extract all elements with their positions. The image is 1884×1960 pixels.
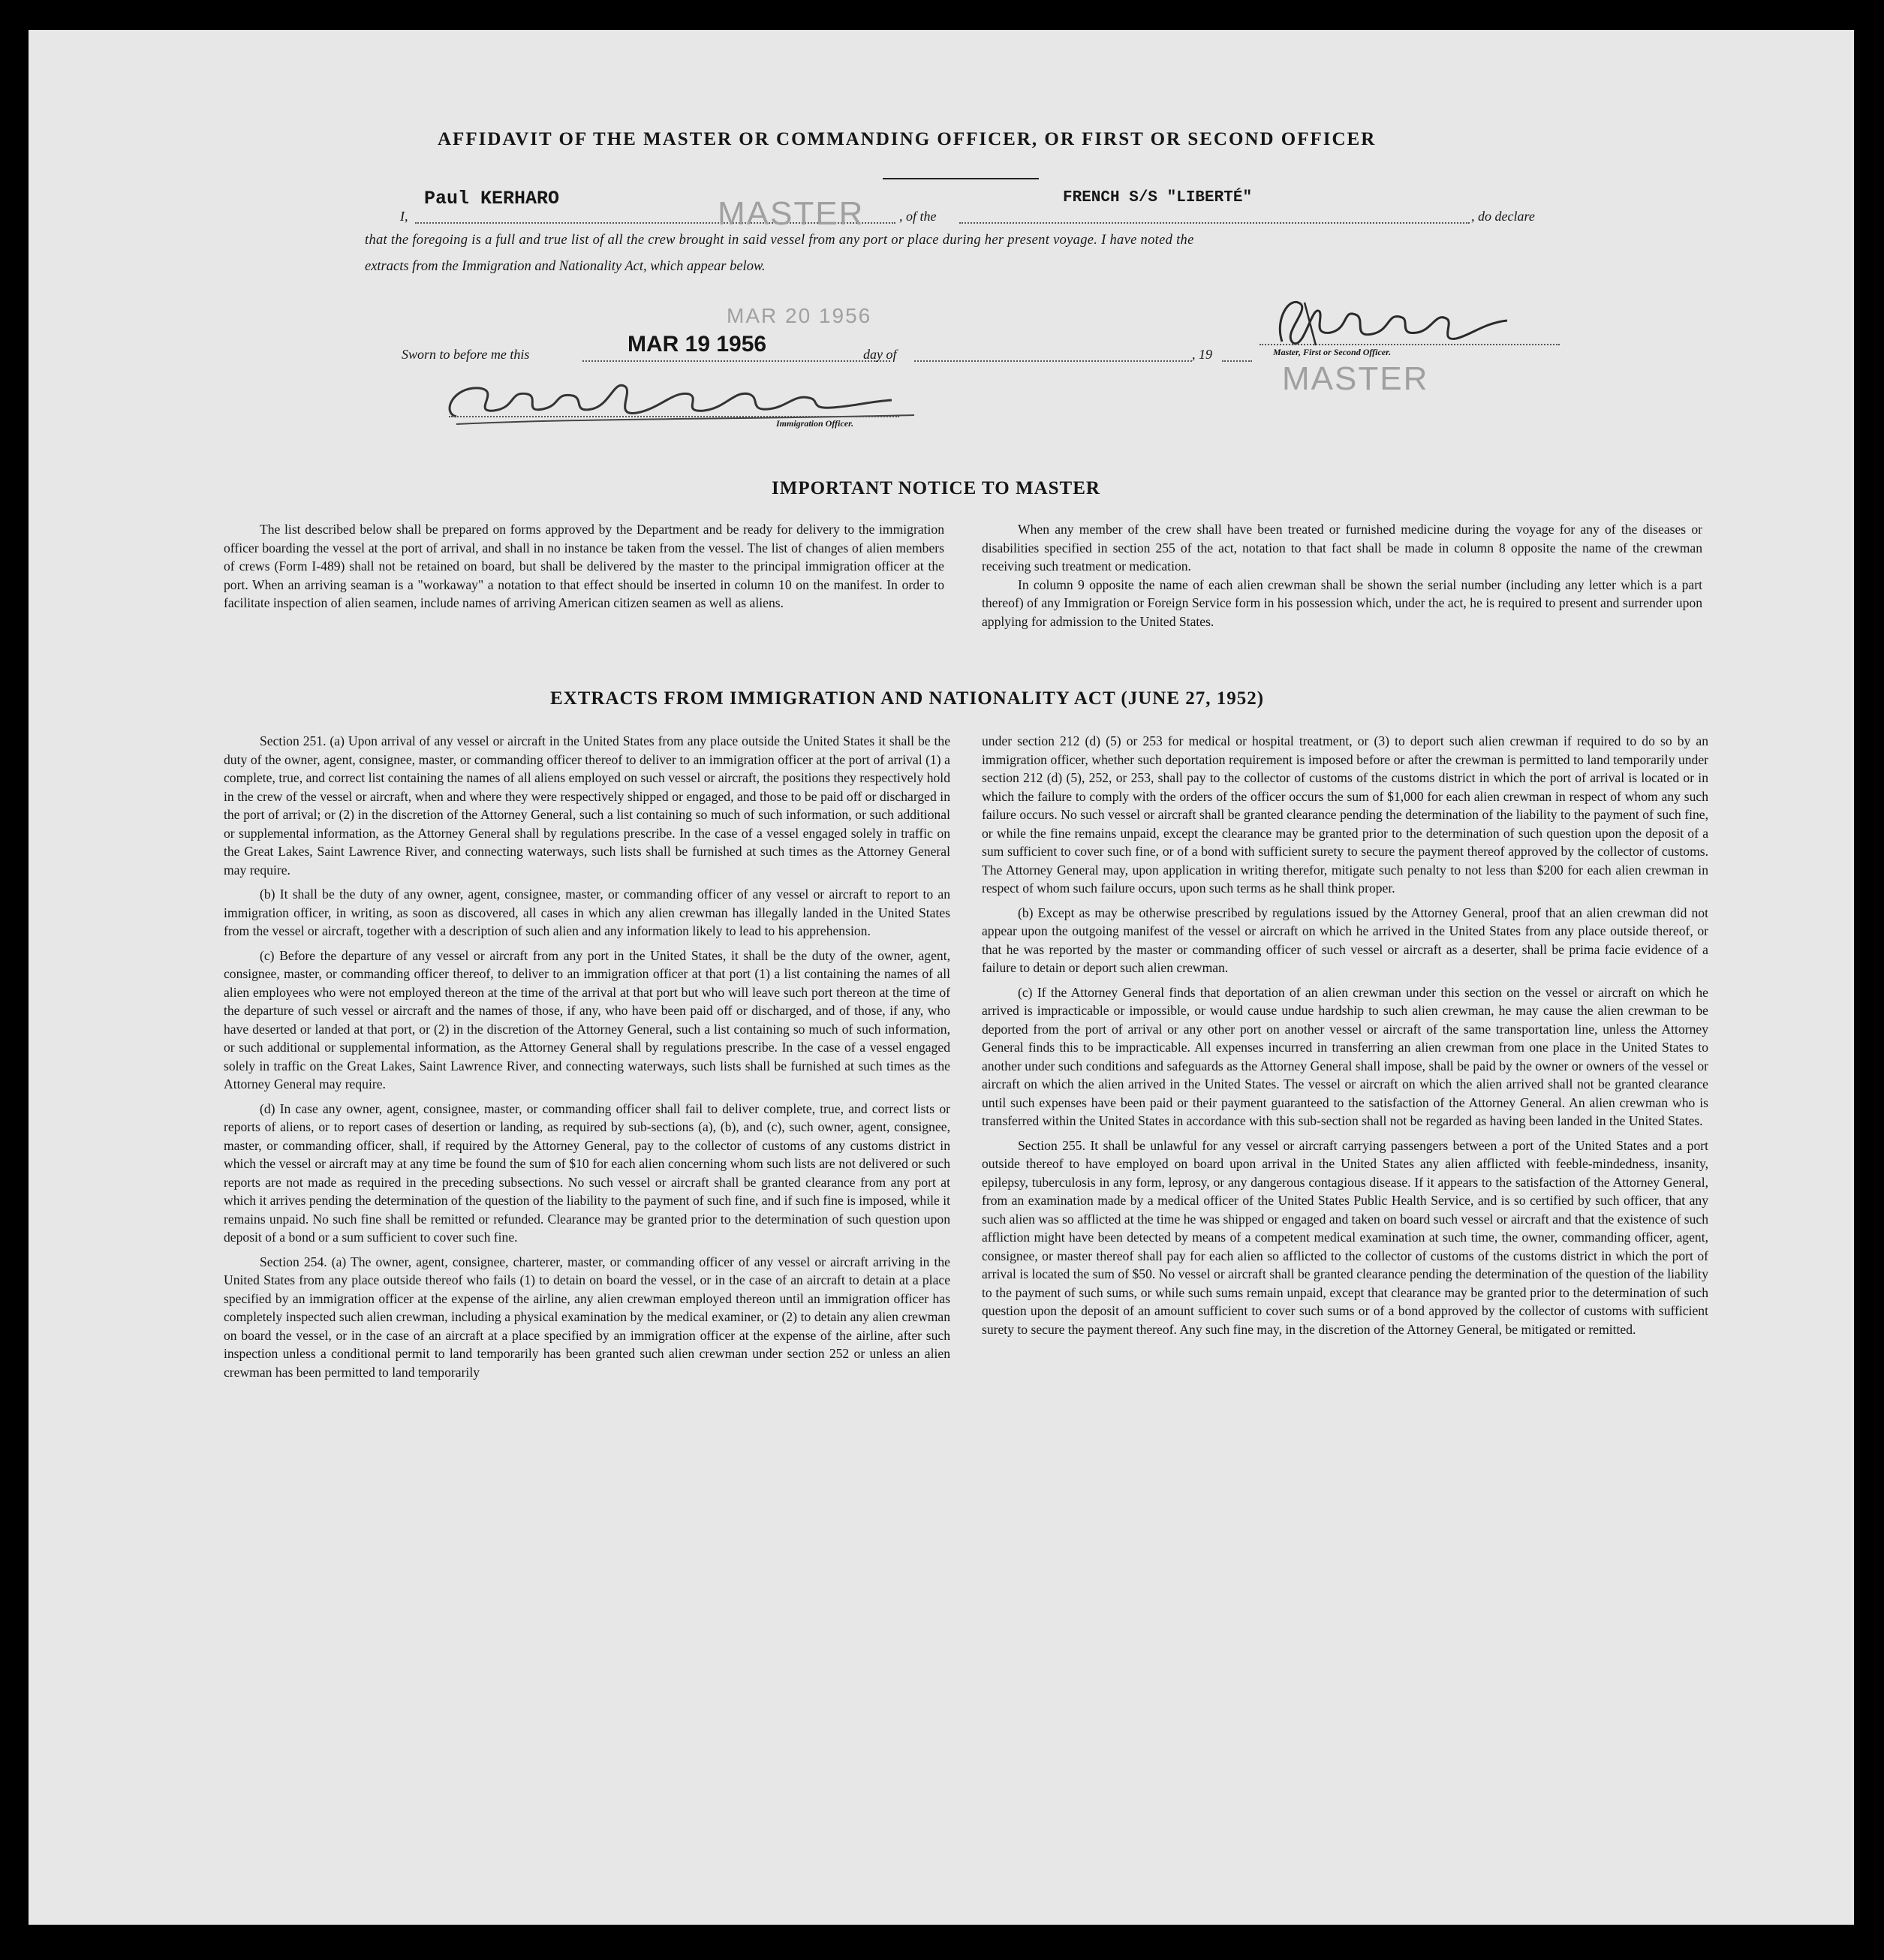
received-date-stamp: MAR 20 1956	[727, 304, 872, 327]
vessel-name: FRENCH S/S "LIBERTÉ"	[1063, 189, 1253, 206]
master-stamp: MASTER	[1282, 360, 1429, 397]
extracts-left-column	[224, 732, 950, 1387]
section-254-a-continued: under section 212 (d) (5) or 253 for medical or hospital treatment, or (3) to deport such alien crewman if required to do so by an immigration officer, whether such deportation requirement is imposed before or after the crewman is permitted to land temporarily under section 212 (d) (5), 252, or 253, shall pay to the collector of customs of the customs district in which the port of arrival is located or in which the failure to comply with the orders of the officer occurs the sum of $1,000 for each alien crewman in respect of whom any such failure occurs. No such vessel or aircraft shall be granted clearance pending the determination of the liability to the payment of such fine, or while the fine remains unpaid, except the clearance may be granted prior to the determination of such question upon the deposit of a sum sufficient to cover such fine, or of a bond with sufficient surety to secure the payment thereof approved by the collector of customs. The Attorney General may, upon application in writing therefor, mitigate such penalty to not less than $200 for each alien crewman in respect of whom such failure occurs, upon such terms as he shall think proper.	[982, 733, 1708, 896]
notice-left-column	[224, 520, 944, 619]
extracts-heading: EXTRACTS FROM IMMIGRATION AND NATIONALITY ACT (JUNE 27, 1952)	[550, 688, 1265, 709]
month-line	[914, 360, 1192, 362]
section-251-b: (b) It shall be the duty of any owner, agent, consignee, master, or commanding officer of any vessel or aircraft to report to an immigration officer, in writing, as soon as discovered, all cases in which any alien crewman has illegally landed in the United States from the vessel or aircraft, together with a description of such alien and any information likely to lead to his apprehension.	[224, 887, 950, 938]
sworn-date: MAR 19 1956	[627, 332, 767, 357]
notice-left-paragraph: The list described below shall be prepared on forms approved by the Department and be ready for delivery to the immigration officer boarding the vessel at the port of arrival, and shall in no instance be taken from the vessel. The list of changes of alien members of crews (Form I-489) shall not be retained on board, but shall be delivered by the master to the principal immigration officer at the port. When an arriving seaman is a "workaway" a notation to that effect should be inserted in column 10 on the manifest. In order to facilitate inspection of alien seamen, include names of arriving American citizen seamen as well as aliens.	[224, 522, 944, 610]
officer-signature-line	[449, 416, 899, 417]
prefix-i: I,	[400, 209, 408, 224]
section-251-c: (c) Before the departure of any vessel or aircraft from any port in the United States, it shall be the duty of the owner, agent, consignee, master, or commanding officer thereof, to deliver to an immigration officer at that port (1) a list containing the names of all alien employees who were not employed thereon at the time of the arrival at that port but who will leave such port thereon at the time of the departure of such vessel or aircraft and the names of those, if any, who have been paid off or discharged, and of those, if any, who have deserted or landed at that port, or (2) in the discretion of the Attorney General, such a list containing so much of such information, or such additional or supplemental information, as the Attorney General shall by regulations prescribe. In the case of a vessel engaged solely in traffic on the Great Lakes, Saint Lawrence River, and connecting waterways, such lists shall be furnished at such times as the Attorney General may require.	[224, 947, 950, 1091]
section-255: Section 255. It shall be unlawful for any vessel or aircraft carrying passengers between a port of the United States and a port outside thereof to have employed on board upon arrival in the United States any alien afflicted with feeble-mindedness, insanity, epilepsy, tuberculosis in any form, leprosy, or any dangerous contagious disease. If it appears to the satisfaction of the Attorney General, from an examination made by a medical officer of the United States Public Health Service, and is so certified by such officer, that any such alien was so afflicted at the time he was shipped or engaged and taken on board such vessel or aircraft and that the existence of such affliction might have been detected by means of a competent medical examination at such time, the owner, commanding officer, agent, consignee, or master thereof shall pay for each alien so afflicted to the collector of customs of the customs district in which the port of arrival is located the sum of $50. No vessel or aircraft shall be granted clearance pending the determination of the question of the liability to the payment of such sums, or while such sums remain unpaid, except that clearance may be granted prior to the determination of such question upon the deposit of an amount sufficient to cover such sums or of a bond approved by the collector of customs with sufficient surety to secure the payment thereof. Any such fine may, in the discretion of the Attorney General, be mitigated or remitted.	[982, 1137, 1708, 1337]
section-251-a: Section 251. (a) Upon arrival of any vessel or aircraft in the United States from any place outside the United States it shall be the duty of the owner, agent, consignee, master, or commanding officer thereof to deliver to an immigration officer at the port of arrival (1) a complete, true, and correct list containing the names of all aliens employed on such vessel or aircraft, the positions they respectively hold in the crew of the vessel or aircraft, when and where they were respectively shipped or engaged, and those to be paid off or discharged in the port of arrival; or (2) in the discretion of the Attorney General, such a list containing so much of such information, or such additional or supplemental information, as the Attorney General shall by regulations prescribe. In the case of a vessel engaged solely in traffic on the Great Lakes, Saint Lawrence River, and connecting waterways, such lists shall be furnished at such times as the Attorney General may require.	[224, 733, 950, 878]
officer-caption: Immigration Officer.	[776, 418, 854, 429]
vessel-line	[959, 222, 1470, 224]
extracts-right-column	[982, 732, 1708, 1344]
notice-right-paragraph-1: When any member of the crew shall have been treated or furnished medicine during the voyage for any of the diseases or disabilities specified in section 255 of the act, notation to that fact shall be made in column 8 opposite the name of the crewman receiving such treatment or medication.	[982, 522, 1702, 574]
master-caption: Master, First or Second Officer.	[1273, 347, 1392, 357]
sworn-date-line	[582, 360, 890, 362]
notice-right-column	[982, 520, 1702, 637]
day-of-label: day of	[863, 347, 897, 362]
document-page	[29, 30, 1854, 1925]
section-254-c: (c) If the Attorney General finds that deportation of an alien crewman under this section on the vessel or aircraft on which he arrived is impracticable or impossible, or would cause undue hardship to such alien crewman, he may cause the alien crewman to be deported from the port of arrival or any other port on another vessel or aircraft of the same transportation line, unless the Attorney General finds this to be impracticable. All expenses incurred in transferring an alien crewman from one place in the United States to another under such conditions and safeguards as the Attorney General shall impose, shall be paid by the owner or owners of the vessel or aircraft on which the alien arrived in the United States. The vessel or aircraft on which the alien arrived shall not be granted clearance until such expenses have been paid or their payment guaranteed to the satisfaction of the Attorney General. An alien crewman who is transferred within the United States in accordance with this sub-section shall not be regarded as having been landed in the United States.	[982, 984, 1708, 1128]
declaration-line-1: that the foregoing is a full and true list of all the crew brought in said vessel from any port or place during her present voyage. I have noted the	[365, 233, 1194, 248]
do-declare-label: , do declare	[1471, 209, 1535, 224]
notice-right-paragraph-2: In column 9 opposite the name of each alien crewman shall be shown the serial number (including any letter which is a part thereof) of any Immigration or Foreign Service form in his possession which, under the act, he is required to present and surrender upon applying for admission to the United States.	[982, 577, 1702, 629]
year-line	[1222, 360, 1252, 362]
master-signature-line	[1260, 344, 1560, 345]
year-label: , 19	[1192, 347, 1212, 362]
section-254-a: Section 254. (a) The owner, agent, consignee, charterer, master, or commanding officer of any vessel or aircraft arriving in the United States from any place outside thereof who fails (1) to detain on board the vessel, or in the case of an aircraft to detain at a place specified by an immigration officer at the expense of the airline, any alien crewman employed thereon until an immigration officer has completely inspected such alien crewman, including a physical examination by the medical examiner, or (2) to detain any alien crewman on board the vessel, or in the case of an aircraft at a place specified by an immigration officer at the expense of the airline, after such inspection unless a conditional permit to land temporarily has been granted such alien crewman under section 252 or unless an alien crewman has been permitted to land temporarily	[224, 1254, 950, 1380]
declaration-line-2: extracts from the Immigration and Nationality Act, which appear below.	[365, 259, 766, 274]
rank-stamp: MASTER	[718, 195, 865, 232]
master-name: Paul KERHARO	[424, 188, 560, 209]
sworn-label: Sworn to before me this	[402, 347, 530, 362]
section-254-b: (b) Except as may be otherwise prescribed by regulations issued by the Attorney General, proof that an alien crewman did not appear upon the outgoing manifest of the vessel or aircraft on which he arrived in the United States from any place outside thereof, or that he was reported by the master or commanding officer of such vessel or aircraft as a deserter, shall be prima facie evidence of a failure to detain or deport such alien crewman.	[982, 905, 1708, 975]
of-the-label: , of the	[899, 209, 937, 224]
notice-heading: IMPORTANT NOTICE TO MASTER	[772, 478, 1100, 498]
section-251-d: (d) In case any owner, agent, consignee, master, or commanding officer shall fail to deliver complete, true, and correct lists or reports of aliens, or to report cases of desertion or landing, as required by sub-sections (a), (b), and (c), such owner, agent, consignee, master, or commanding officer, shall, if required by the Attorney General, pay to the collector of customs of any customs district in which the vessel or aircraft may at any time be found the sum of $10 for each alien concerning whom such lists are not delivered or such reports are not made as required in the preceding subsections. No such vessel or aircraft shall be granted clearance from any port at which it arrives pending the determination of the question of the liability to the payment of such fine, and if such fine is imposed, while it remains unpaid. No such fine shall be remitted or refunded. Clearance may be granted prior to the determination of such question upon deposit of a bond or a sum sufficient to cover such fine.	[224, 1100, 950, 1245]
title-rule	[883, 178, 1039, 179]
affidavit-title: AFFIDAVIT OF THE MASTER OR COMMANDING OFFICER, OR FIRST OR SECOND OFFICER	[438, 129, 1377, 149]
